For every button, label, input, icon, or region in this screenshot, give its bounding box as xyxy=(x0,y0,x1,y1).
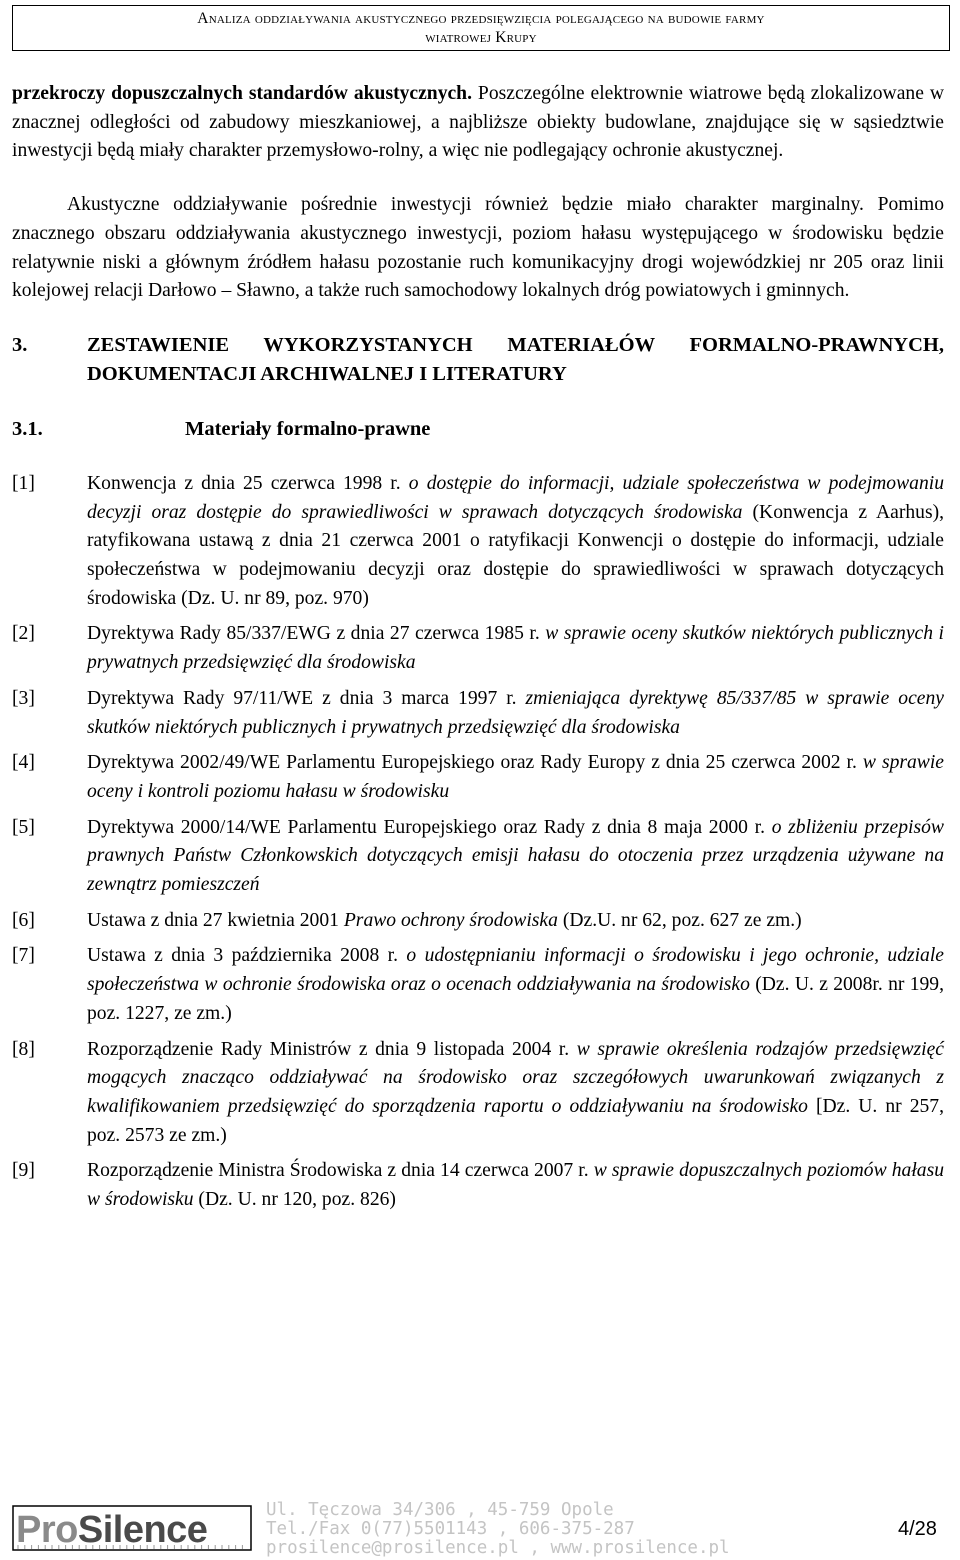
reference-number: [2] xyxy=(12,623,35,645)
reference-citation: Dyrektywa 2000/14/WE Parlamentu Europejskiego oraz Rady z dnia 8 maja 2000 r. xyxy=(87,816,772,838)
reference-source: [Dz. U. nr 257, poz. 2573 ze zm.) xyxy=(87,1095,944,1146)
reference-title: o udostępnianiu informacji o środowisku i jego ochronie, udziale społeczeństwa w ochronie środowiska oraz o ocenach oddziaływania na środowisko xyxy=(87,945,944,996)
reference-number: [1] xyxy=(12,472,35,494)
section-number: 3. xyxy=(12,333,28,356)
reference-title: o dostępie do informacji, udziale społeczeństwa w podejmowaniu decyzji oraz dostępie do sprawiedliwości w sprawach dotyczących środowiska xyxy=(87,472,944,523)
reference-title: w sprawie dopuszczalnych poziomów hałasu w środowisku xyxy=(87,1160,944,1211)
reference-item xyxy=(12,749,944,806)
company-address: Ul. Tęczowa 34/306 , 45-759 Opole xyxy=(266,1500,614,1520)
section-title: ZESTAWIENIE WYKORZYSTANYCH MATERIAŁÓW FORMALNO-PRAWNYCH, DOKUMENTACJI ARCHIWALNEJ I LITERATURY xyxy=(87,333,944,385)
reference-item xyxy=(12,907,944,936)
reference-text xyxy=(87,1157,944,1214)
reference-text xyxy=(87,814,944,900)
reference-number: [3] xyxy=(12,687,35,709)
reference-item xyxy=(12,1036,944,1151)
company-email: prosilence@prosilence.pl , www.prosilence.pl xyxy=(266,1538,730,1558)
page-number: 4/28 xyxy=(898,1518,937,1540)
reference-text xyxy=(87,749,944,806)
reference-source: (Dz. U. nr 120, poz. 826) xyxy=(193,1189,396,1211)
svg-text:ProSilence: ProSilence xyxy=(16,1509,208,1551)
reference-number: [5] xyxy=(12,816,35,838)
company-contact xyxy=(266,1501,730,1558)
section-heading xyxy=(12,331,944,389)
reference-text xyxy=(87,685,944,742)
company-phone: Tel./Fax 0(77)5501143 , 606-375-287 xyxy=(266,1519,635,1539)
reference-citation: Ustawa z dnia 3 października 2008 r. xyxy=(87,945,407,967)
subsection-title: Materiały formalno-prawne xyxy=(185,417,431,440)
reference-title: zmieniająca dyrektywę 85/337/85 w sprawie oceny skutków niektórych publicznych i prywatnych przedsięwzięć dla środowiska xyxy=(87,687,944,738)
running-header xyxy=(12,5,950,51)
reference-number: [4] xyxy=(12,752,35,774)
reference-text xyxy=(87,907,944,936)
reference-text xyxy=(87,470,944,614)
subsection-number: 3.1. xyxy=(12,417,43,440)
reference-title: o zbliżeniu przepisów prawnych Państw Członkowskich dotyczących emisji hałasu do otoczenia przez urządzenia używane na zewnątrz pomieszczeń xyxy=(87,816,944,896)
reference-citation: Dyrektywa 2002/49/WE Parlamentu Europejskiego oraz Rady Europy z dnia 25 czerwca 2002 r. xyxy=(87,752,863,774)
reference-title: w sprawie oceny i kontroli poziomu hałasu w środowisku xyxy=(87,752,944,802)
paragraph-1-rest: Poszczególne elektrownie wiatrowe będą zlokalizowane w znacznej odległości od zabudowy mieszkaniowej, a najbliższe obiekty budowlane, znajdujące się w sąsiedztwie inwestycji będą miały charakter przemysłowo-rolny, a więc nie podlegający ochronie akustycznej. xyxy=(12,83,944,162)
page-footer xyxy=(0,1495,960,1560)
reference-item xyxy=(12,685,944,742)
paragraph-1 xyxy=(12,80,944,166)
reference-source: (Dz. U. z 2008r. nr 199, poz. 1227, ze zm.) xyxy=(87,974,944,1024)
header-line-2: wiatrowej Krupy xyxy=(425,29,537,46)
reference-citation: Rozporządzenie Rady Ministrów z dnia 9 listopada 2004 r. xyxy=(87,1038,577,1060)
reference-item xyxy=(12,814,944,900)
prosilence-logo xyxy=(12,1505,252,1551)
reference-number: [7] xyxy=(12,945,35,967)
paragraph-1-bold: przekroczy dopuszczalnych standardów akustycznych. xyxy=(12,83,472,104)
reference-text xyxy=(87,620,944,677)
reference-citation: Dyrektywa Rady 97/11/WE z dnia 3 marca 1997 r. xyxy=(87,687,526,709)
reference-source: (Dz.U. nr 62, poz. 627 ze zm.) xyxy=(557,909,802,931)
reference-citation: Konwencja z dnia 25 czerwca 1998 r. xyxy=(87,472,409,494)
reference-citation: Rozporządzenie Ministra Środowiska z dnia 14 czerwca 2007 r. xyxy=(87,1160,594,1182)
reference-number: [6] xyxy=(12,909,35,931)
reference-item xyxy=(12,470,944,614)
reference-source: (Konwencja z Aarhus), ratyfikowana ustawą z dnia 21 czerwca 2001 o ratyfikacji Konwencji o dostępie do informacji, udziale społeczeństwa w podejmowaniu decyzji oraz dostępie do sprawiedliwości w sprawach dotyczących środowiska (Dz. U. nr 89, poz. 970) xyxy=(87,501,944,609)
page-content xyxy=(12,80,944,1222)
reference-item xyxy=(12,1157,944,1214)
reference-title: Prawo ochrony środowiska xyxy=(343,909,558,931)
reference-text xyxy=(87,1036,944,1151)
reference-citation: Ustawa z dnia 27 kwietnia 2001 xyxy=(87,909,344,931)
reference-title: w sprawie oceny skutków niektórych publicznych i prywatnych przedsięwzięć dla środowiska xyxy=(87,623,944,674)
reference-number: [8] xyxy=(12,1038,35,1060)
paragraph-2: Akustyczne oddziaływanie pośrednie inwestycji również będzie miało charakter marginalny. Pomimo znacznego obszaru oddziaływania akustycznego inwestycji, poziom hałasu występującego w środowisku będzie relatywnie niski a głównym źródłem hałasu pozostanie ruch komunikacyjny drogi wojewódzkiej nr 205 oraz linii kolejowej relacji Darłowo – Sławno, a także ruch samochodowy lokalnych dróg powiatowych i gminnych. xyxy=(12,194,944,302)
reference-title: w sprawie określenia rodzajów przedsięwzięć mogących znacząco oddziaływać na środowisko oraz szczegółowych uwarunkowań związanych z kwalifikowaniem przedsięwzięć do sporządzenia raportu o oddziaływaniu na środowisko xyxy=(87,1038,944,1117)
reference-number: [9] xyxy=(12,1160,35,1182)
reference-text xyxy=(87,942,944,1028)
header-line-1: Analiza oddziaływania akustycznego przedsięwzięcia polegającego na budowie farmy xyxy=(197,10,765,27)
subsection-heading xyxy=(12,415,944,444)
reference-item xyxy=(12,620,944,677)
reference-citation: Dyrektywa Rady 85/337/EWG z dnia 27 czerwca 1985 r. xyxy=(87,623,546,645)
reference-item xyxy=(12,942,944,1028)
reference-list xyxy=(12,470,944,1215)
